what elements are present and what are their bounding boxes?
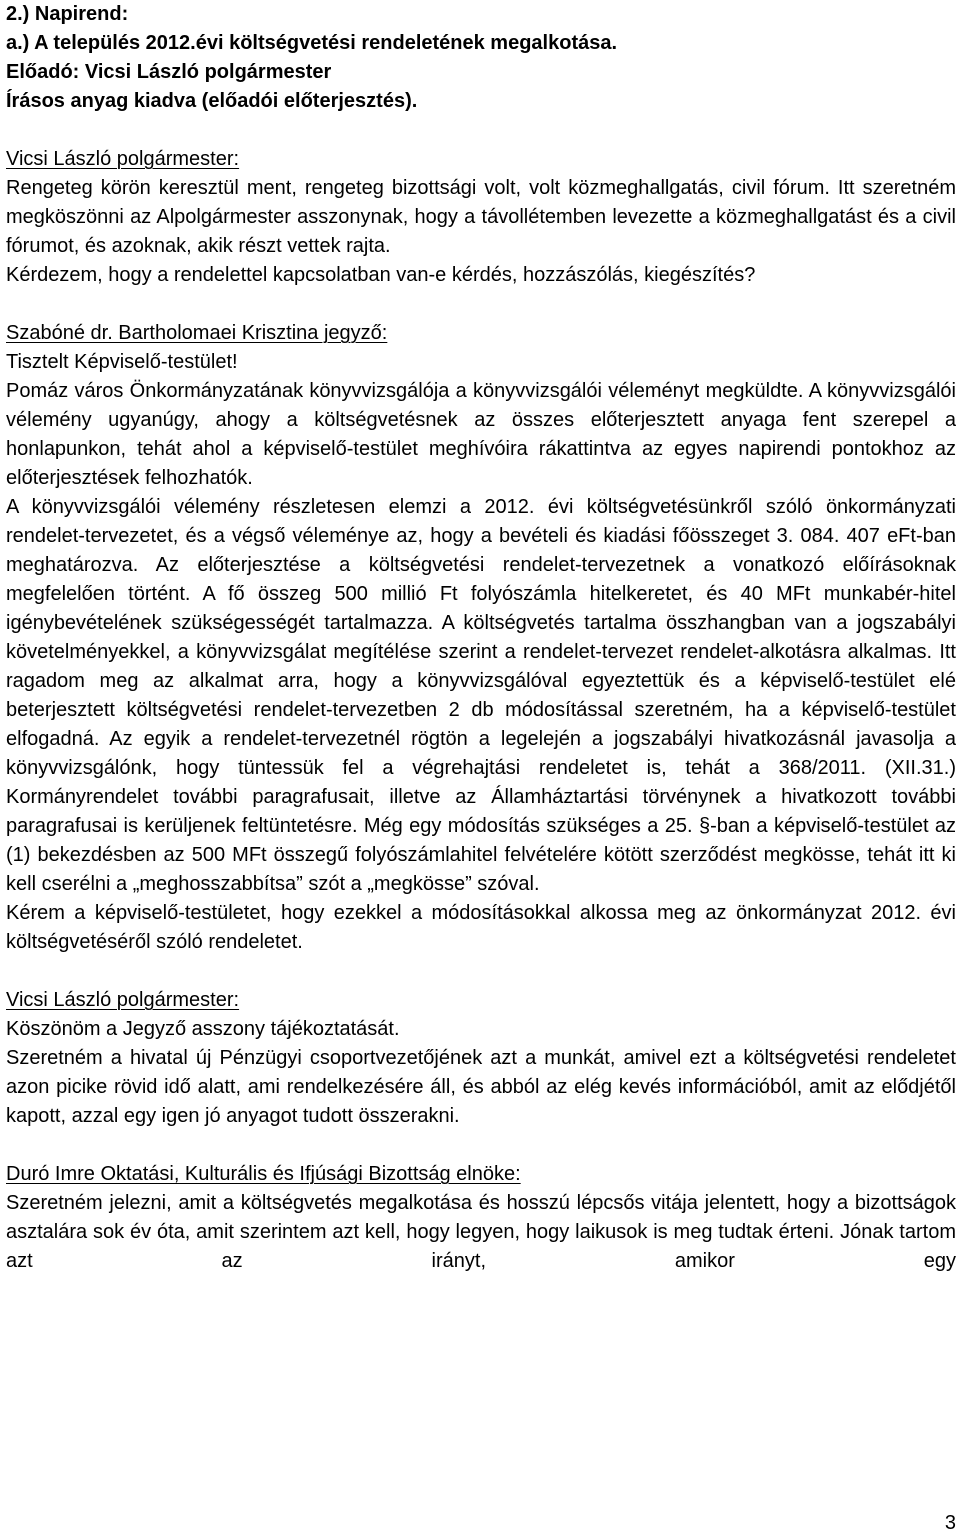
- paragraph: Kérem a képviselő-testületet, hogy ezekkel a módosításokkal alkossa meg az önkormányzat 2012. évi költségvetéséről szóló rendeletet.: [6, 902, 956, 953]
- page-number: 3: [944, 1512, 956, 1534]
- paragraph: Szeretném jelezni, amit a költségvetés megalkotása és hosszú lépcsős vitája jelentett, hogy a bizottságok asztalára sok év óta, amit szerintem azt kell, hogy legyen, hogy laikusok is meg tudtak érteni. Jónak tartom azt az irányt, amikor egy: [6, 1192, 956, 1272]
- speaker-label: Vicsi László polgármester:: [6, 989, 240, 1011]
- agenda-presenter: Előadó: Vicsi László polgármester: [6, 61, 332, 83]
- agenda-material: Írásos anyag kiadva (előadói előterjesztés).: [6, 90, 418, 112]
- section-mayor-2: [6, 986, 956, 1131]
- blank-line: [6, 290, 956, 319]
- speaker-label: Vicsi László polgármester:: [6, 148, 240, 170]
- agenda-block: [6, 0, 956, 116]
- paragraph: A könyvvizsgálói vélemény részletesen elemzi a 2012. évi költségvetésünkről szóló önkormányzati rendelet-tervezetet, és a végső véleménye az, hogy a bevételi és kiadási főösszeget 3. 084. 407 eFt-ban meghatározva. Az előterjesztése a költségvetési rendelet-tervezetnek a vonatkozó előírásoknak megfelelően történt. A fő összeg 500 millió Ft folyószámla hitelkeretet, és 40 MFt munkabér-hitel igénybevételének szükségességét tartalmazza. A költségvetés tartalma összhangban van a jogszabályi követelményekkel, a könyvvizsgálat megítélése szerint a rendelet-tervezet rendelet-alkotásra alkalmas. Itt ragadom meg az alkalmat arra, hogy a könyvvizsgálóval egyeztettük és a képviselő-testület elé beterjesztett költségvetési rendelet-tervezetben 2 db módosítással szeretném, ha a képviselő-testület elfogadná. Az egyik a rendelet-tervezetnél rögtön a legelején a jogszabályi hivatkozásnál javasolja a könyvvizsgálónk, hogy tüntessük fel a végrehajtási rendeletet is, tehát a 368/2011. (XII.31.) Kormányrendelet további paragrafusait, illetve az Államháztartási törvénynek a hivatkozott további paragrafusai is kerüljenek feltüntetésre. Még egy módosítás szükséges a 25. §-ban a képviselő-testület az (1) bekezdésben az 500 MFt összegű folyószámlahitel felvételére kötött szerződést megkösse, tehát itt ki kell cserélni a „meghosszabbítsa” szót a „megkösse” szóval.: [6, 496, 956, 895]
- agenda-item: a.) A település 2012.évi költségvetési rendeletének megalkotása.: [6, 32, 618, 54]
- paragraph: Rengeteg körön keresztül ment, rengeteg bizottsági volt, volt közmeghallgatás, civil fórum. Itt szeretném megköszönni az Alpolgármester asszonynak, hogy a távollétemben levezette a közmeghallgatást és a civil fórumot, és azoknak, akik részt vettek rajta.: [6, 177, 956, 257]
- speaker-label: Duró Imre Oktatási, Kulturális és Ifjúsági Bizottság elnöke:: [6, 1163, 521, 1185]
- paragraph: Kérdezem, hogy a rendelettel kapcsolatban van-e kérdés, hozzászólás, kiegészítés?: [6, 264, 756, 286]
- document-page: [6, 0, 956, 1276]
- blank-line: [6, 957, 956, 986]
- blank-line: [6, 116, 956, 145]
- blank-line: [6, 1131, 956, 1160]
- paragraph: Szeretném a hivatal új Pénzügyi csoportvezetőjének azt a munkát, amivel ezt a költségvetési rendeletet azon picike rövid idő alatt, ami rendelkezésére áll, és abból az elég kevés információból, amit az elődjétől kapott, azzal egy igen jó anyagot tudott összerakni.: [6, 1047, 956, 1127]
- section-mayor-1: [6, 145, 956, 290]
- speaker-label: Szabóné dr. Bartholomaei Krisztina jegyző:: [6, 322, 388, 344]
- agenda-heading: 2.) Napirend:: [6, 3, 129, 25]
- section-committee-chair: [6, 1160, 956, 1276]
- paragraph: Pomáz város Önkormányzatának könyvvizsgálója a könyvvizsgálói véleményt megküldte. A könyvvizsgálói vélemény ugyanúgy, ahogy a költségvetésnek az összes előterjesztett anyaga fent szerepel a honlapunkon, tehát ahol a képviselő-testület meghívóira rákattintva az egyes napirendi pontokhoz az előterjesztések felhozhatók.: [6, 380, 956, 489]
- paragraph: Köszönöm a Jegyző asszony tájékoztatását.: [6, 1018, 400, 1040]
- greeting: Tisztelt Képviselő-testület!: [6, 351, 238, 373]
- section-notary: [6, 319, 956, 957]
